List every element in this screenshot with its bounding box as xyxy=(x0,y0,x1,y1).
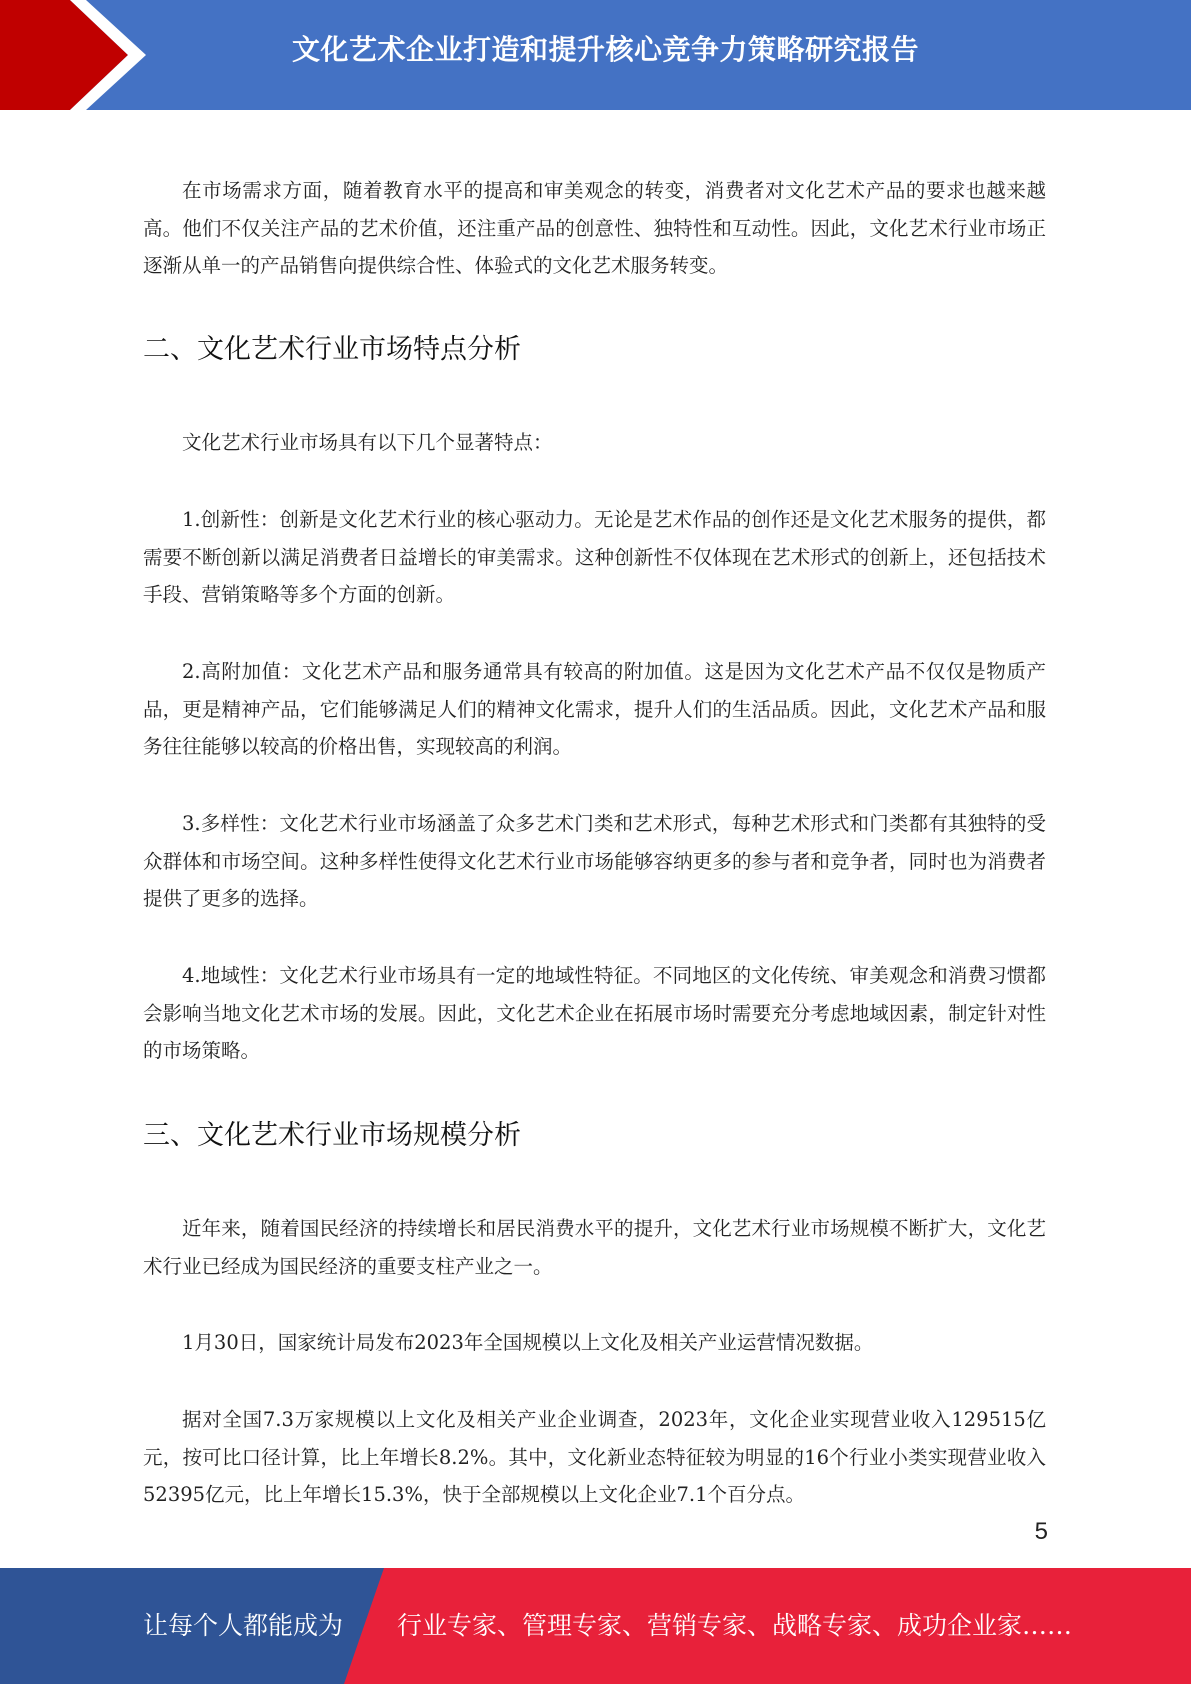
page-number: 5 xyxy=(1034,1518,1048,1545)
paragraph-features-intro: 文化艺术行业市场具有以下几个显著特点： xyxy=(182,431,553,454)
paragraph-feature-high-value: 2.高附加值：文化艺术产品和服务通常具有较高的附加值。这是因为文化艺术产品不仅仅是物质产品，更是精神产品，它们能够满足人们的精神文化需求，提升人们的生活品质。因此，文化艺术产品和服务往往能够以较高的价格出售，实现较高的利润。 xyxy=(143,660,1046,758)
page-footer xyxy=(0,1568,1191,1684)
report-title: 文化艺术企业打造和提升核心竞争力策略研究报告 xyxy=(291,33,919,66)
paragraph-feature-innovation: 1.创新性：创新是文化艺术行业的核心驱动力。无论是艺术作品的创作还是文化艺术服务的提供，都需要不断创新以满足消费者日益增长的审美需求。这种创新性不仅体现在艺术形式的创新上，还包括技术手段、营销策略等多个方面的创新。 xyxy=(143,508,1046,606)
paragraph-feature-regional: 4.地域性：文化艺术行业市场具有一定的地域性特征。不同地区的文化传统、审美观念和消费习惯都会影响当地文化艺术市场的发展。因此，文化艺术企业在拓展市场时需要充分考虑地域因素，制定针对性的市场策略。 xyxy=(143,964,1046,1062)
section-heading-market-features: 二、文化艺术行业市场特点分析 xyxy=(143,334,521,365)
page-header xyxy=(0,0,1191,110)
paragraph-market-demand: 在市场需求方面，随着教育水平的提高和审美观念的转变，消费者对文化艺术产品的要求也越来越高。他们不仅关注产品的艺术价值，还注重产品的创意性、独特性和互动性。因此，文化艺术行业市场正逐渐从单一的产品销售向提供综合性、体验式的文化艺术服务转变。 xyxy=(143,179,1046,277)
paragraph-market-growth: 近年来，随着国民经济的持续增长和居民消费水平的提升，文化艺术行业市场规模不断扩大，文化艺术行业已经成为国民经济的重要支柱产业之一。 xyxy=(143,1217,1046,1278)
footer-slogan-left: 让每个人都能成为 xyxy=(143,1611,344,1640)
paragraph-stats-release: 1月30日，国家统计局发布2023年全国规模以上文化及相关产业运营情况数据。 xyxy=(182,1331,874,1354)
paragraph-stats-detail: 据对全国7.3万家规模以上文化及相关产业企业调查，2023年，文化企业实现营业收入129515亿元，按可比口径计算，比上年增长8.2%。其中，文化新业态特征较为明显的16个行业小类实现营业收入52395亿元，比上年增长15.3%，快于全部规模以上文化企业7.1个百分点。 xyxy=(143,1408,1046,1506)
section-heading-market-size: 三、文化艺术行业市场规模分析 xyxy=(143,1120,521,1151)
footer-slogan-right: 行业专家、管理专家、营销专家、战略专家、成功企业家…… xyxy=(397,1611,1073,1640)
paragraph-feature-diversity: 3.多样性：文化艺术行业市场涵盖了众多艺术门类和艺术形式，每种艺术形式和门类都有其独特的受众群体和市场空间。这种多样性使得文化艺术行业市场能够容纳更多的参与者和竞争者，同时也为消费者提供了更多的选择。 xyxy=(143,812,1046,910)
